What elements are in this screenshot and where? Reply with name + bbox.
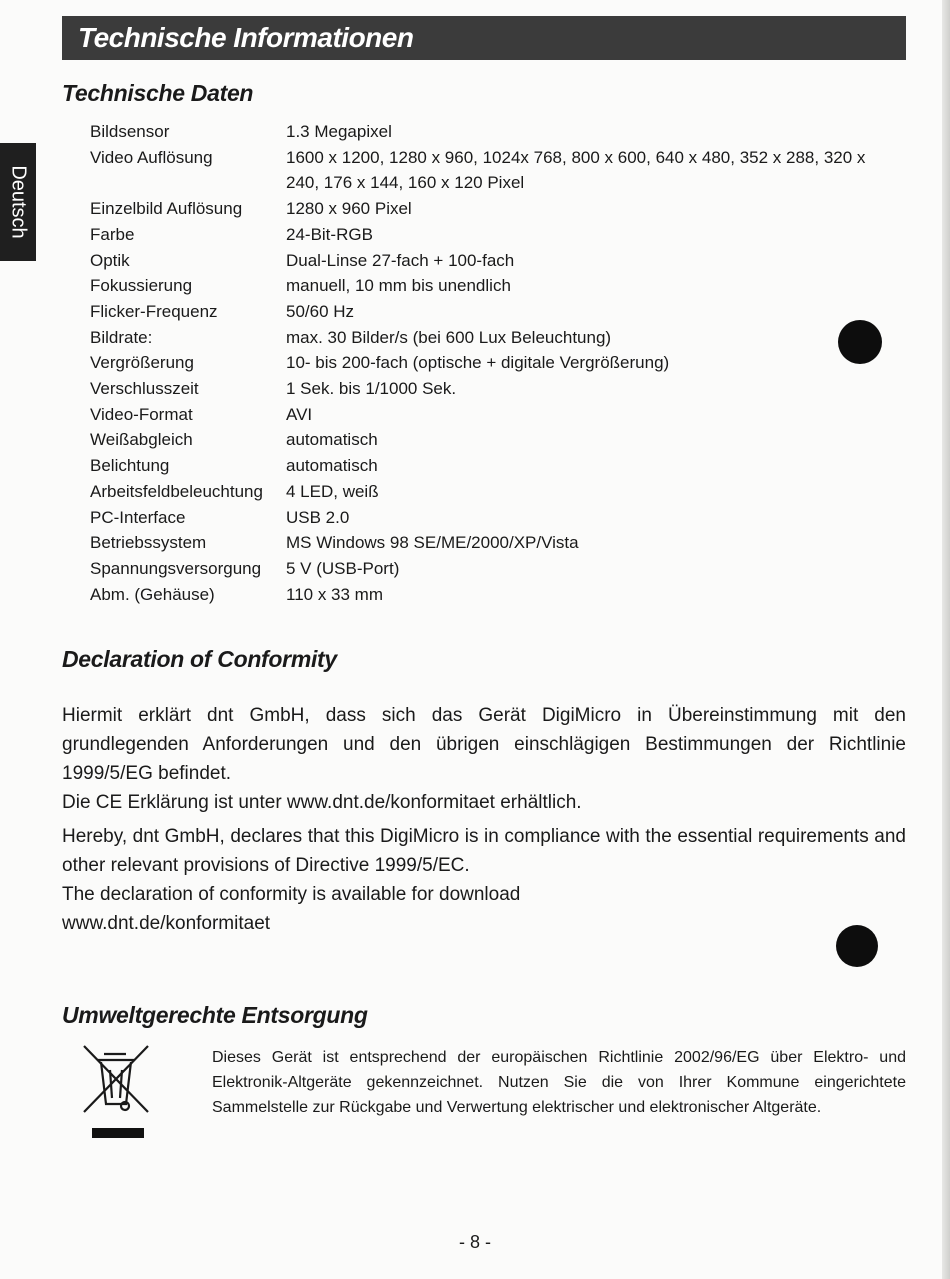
spec-label: Bildsensor bbox=[90, 122, 170, 141]
spec-row bbox=[90, 248, 890, 274]
binding-hole-mark bbox=[836, 925, 878, 967]
spec-row bbox=[90, 299, 890, 325]
spec-value: 50/60 Hz bbox=[286, 301, 355, 321]
spec-label: Belichtung bbox=[90, 456, 170, 476]
side-tab-label: Deutsch bbox=[7, 165, 30, 239]
spec-label: Fokussierung bbox=[90, 276, 193, 296]
spec-row bbox=[90, 350, 890, 376]
spec-row bbox=[90, 196, 890, 222]
conformity-link-de: Die CE Erklärung ist unter www.dnt.de/konformitaet erhältlich. bbox=[62, 792, 582, 813]
conformity-download-text: The declaration of conformity is available for download bbox=[62, 884, 521, 905]
spec-label: PC-Interface bbox=[90, 507, 186, 527]
spec-label: Betriebssystem bbox=[90, 533, 207, 553]
spec-value: 1280 x 960 Pixel bbox=[286, 199, 412, 219]
spec-label: Weißabgleich bbox=[90, 430, 193, 450]
spec-value: USB 2.0 bbox=[286, 507, 350, 527]
spec-label: Bildrate: bbox=[90, 327, 153, 347]
spec-value: MS Windows 98 SE/ME/2000/XP/Vista bbox=[286, 533, 579, 553]
spec-row bbox=[90, 505, 890, 531]
spec-label: Einzelbild Auflösung bbox=[90, 199, 243, 219]
language-side-tab bbox=[0, 143, 36, 261]
spec-row bbox=[90, 582, 890, 608]
spec-label: Verschlusszeit bbox=[90, 379, 199, 399]
spec-label: Optik bbox=[90, 250, 130, 270]
page-edge-shadow bbox=[942, 0, 950, 1279]
disposal-text: Dieses Gerät ist entsprechend der europäischen Richtlinie 2002/96/EG über Elektro- und Elektronik-Altgeräte gekennzeichnet. Nutzen Sie die von Ihrer Kommune eingerichtete Sammelstelle zur Rückgabe und Verwertung elektrischer und elektronischer Altgeräte. bbox=[212, 1049, 906, 1116]
spec-value: automatisch bbox=[286, 456, 378, 476]
spec-value: automatisch bbox=[286, 430, 378, 450]
spec-value: 4 LED, weiß bbox=[286, 481, 379, 501]
spec-row bbox=[90, 402, 890, 428]
spec-label: Spannungsversorgung bbox=[90, 558, 262, 578]
spec-label: Arbeitsfeldbeleuchtung bbox=[90, 481, 263, 501]
spec-value: AVI bbox=[286, 404, 313, 424]
spec-value: 1 Sek. bis 1/1000 Sek. bbox=[286, 379, 457, 399]
weee-crossed-bin-icon bbox=[78, 1040, 154, 1140]
spec-row bbox=[90, 427, 890, 453]
spec-value: 110 x 33 mm bbox=[286, 584, 384, 604]
spec-row bbox=[90, 376, 890, 402]
spec-row bbox=[90, 479, 890, 505]
spec-label: Farbe bbox=[90, 224, 135, 244]
spec-row bbox=[90, 453, 890, 479]
spec-row bbox=[90, 119, 890, 145]
spec-value: max. 30 Bilder/s (bei 600 Lux Beleuchtung) bbox=[286, 327, 612, 347]
spec-value: 24-Bit-RGB bbox=[286, 224, 373, 244]
spec-value: 1.3 Megapixel bbox=[286, 122, 392, 141]
spec-label: Vergrößerung bbox=[90, 353, 194, 373]
spec-value: 1600 x 1200, 1280 x 960, 1024x 768, 800 x 600, 640 x 480, 352 x 288, 320 x 240, 176 x 144, 160 x 120 Pixel bbox=[286, 147, 866, 193]
disposal-heading: Umweltgerechte Entsorgung bbox=[62, 1002, 368, 1028]
page-title: Technische Informationen bbox=[78, 22, 414, 53]
spec-row bbox=[90, 145, 890, 196]
spec-row bbox=[90, 222, 890, 248]
conformity-paragraph-en: Hereby, dnt GmbH, declares that this DigiMicro is in compliance with the essential requirements and other relevant provisions of Directive 1999/5/EC. bbox=[62, 826, 906, 876]
spec-label: Abm. (Gehäuse) bbox=[90, 584, 215, 604]
spec-label: Video Auflösung bbox=[90, 147, 213, 167]
spec-value: Dual-Linse 27-fach + 100-fach bbox=[286, 250, 515, 270]
spec-row bbox=[90, 273, 890, 299]
spec-value: manuell, 10 mm bis unendlich bbox=[286, 276, 511, 296]
spec-row bbox=[90, 556, 890, 582]
page-number: - 8 - bbox=[458, 1232, 491, 1252]
spec-row bbox=[90, 530, 890, 556]
tech-data-heading: Technische Daten bbox=[62, 80, 254, 106]
spec-label: Video-Format bbox=[90, 404, 193, 424]
conformity-paragraph-de: Hiermit erklärt dnt GmbH, dass sich das Gerät DigiMicro in Übereinstimmung mit den grundlegenden Anforderungen und den übrigen einschlägigen Bestimmungen der Richtlinie 1999/5/EG befindet. bbox=[62, 705, 906, 784]
spec-label: Flicker-Frequenz bbox=[90, 301, 218, 321]
spec-value: 10- bis 200-fach (optische + digitale Vergrößerung) bbox=[286, 353, 670, 373]
conformity-heading: Declaration of Conformity bbox=[62, 646, 337, 672]
spec-table bbox=[90, 119, 890, 607]
header-bar bbox=[62, 16, 906, 60]
spec-row bbox=[90, 325, 890, 351]
spec-value: 5 V (USB-Port) bbox=[286, 558, 400, 578]
conformity-url: www.dnt.de/konformitaet bbox=[62, 913, 271, 934]
binding-hole-mark bbox=[838, 320, 882, 364]
